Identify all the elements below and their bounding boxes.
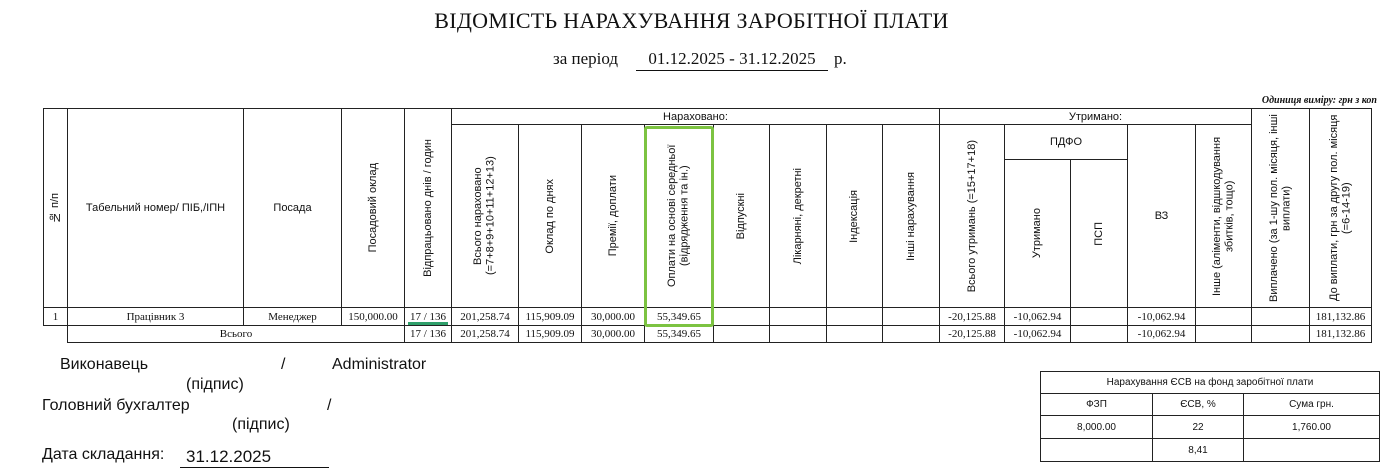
totals-bonuses: 30,000.00 bbox=[581, 325, 645, 343]
esv-header-fzp: ФЗП bbox=[1040, 393, 1153, 416]
esv-sum: 1,760.00 bbox=[1243, 415, 1380, 439]
totals-other-withheld bbox=[1195, 325, 1252, 343]
table-cell-name: Працівник 3 bbox=[67, 307, 244, 326]
totals-average-pay: 55,349.65 bbox=[644, 325, 714, 343]
header-total-withheld: Всього утримань (=15+17+18) bbox=[939, 124, 1005, 308]
totals-total-withheld: -20,125.88 bbox=[939, 325, 1005, 343]
totals-worked: 17 / 136 bbox=[404, 325, 452, 343]
table-cell-sick bbox=[769, 307, 827, 326]
table-cell-worked: 17 / 136 bbox=[404, 307, 452, 326]
header-bonuses: Премії, доплати bbox=[581, 124, 645, 308]
table-cell-to-pay: 181,132.86 bbox=[1309, 307, 1372, 326]
totals-salary-days: 115,909.09 bbox=[518, 325, 582, 343]
header-position: Посада bbox=[243, 108, 342, 308]
header-salary-days: Оклад по днях bbox=[518, 124, 582, 308]
totals-total-accrued: 201,258.74 bbox=[451, 325, 519, 343]
esv-rate: 22 bbox=[1152, 415, 1244, 439]
totals-other-accruals bbox=[882, 325, 940, 343]
totals-pdfo-withheld: -10,062.94 bbox=[1004, 325, 1071, 343]
table-cell-psp bbox=[1070, 307, 1128, 326]
table-cell-total-accrued: 201,258.74 bbox=[451, 307, 519, 326]
header-pdfo-withheld: Утримано bbox=[1004, 159, 1071, 308]
date-label: Дата складання: bbox=[42, 446, 165, 463]
esv-header-rate: ЄСВ, % bbox=[1152, 393, 1244, 416]
page-title: ВІДОМІСТЬ НАРАХУВАННЯ ЗАРОБІТНОЇ ПЛАТИ bbox=[434, 8, 949, 33]
esv-extra-value: 8,41 bbox=[1152, 438, 1244, 462]
table-cell-pdfo-withheld: -10,062.94 bbox=[1004, 307, 1071, 326]
average-pay-highlight bbox=[644, 126, 714, 327]
esv-fzp: 8,000.00 bbox=[1040, 415, 1153, 439]
chief-signature-hint: (підпис) bbox=[232, 416, 290, 433]
header-num: № п/п bbox=[43, 108, 68, 308]
totals-vacation bbox=[713, 325, 770, 343]
totals-indexation bbox=[826, 325, 883, 343]
table-cell-indexation bbox=[826, 307, 883, 326]
totals-sick bbox=[769, 325, 827, 343]
header-tab-number: Табельний номер/ ПІБ,/ІПН bbox=[67, 108, 244, 308]
chief-accountant-label: Головний бухгалтер bbox=[42, 397, 190, 414]
header-salary: Посадовий оклад bbox=[341, 108, 405, 308]
date-value: 31.12.2025 bbox=[180, 447, 329, 468]
table-cell-num: 1 bbox=[43, 307, 68, 326]
header-average-pay: Оплати на основі середньої (відрядження та ін.) bbox=[644, 124, 714, 308]
period-value: 01.12.2025 - 31.12.2025 bbox=[636, 49, 828, 71]
header-sick-leave: Лікарняні, декретні bbox=[769, 124, 827, 308]
table-cell-vz: -10,062.94 bbox=[1127, 307, 1196, 326]
table-cell-paid bbox=[1251, 307, 1310, 326]
header-vz: ВЗ bbox=[1127, 124, 1196, 308]
header-to-pay: До виплати, грн за другу пол. місяця (=6-14-19) bbox=[1309, 108, 1372, 308]
table-cell-other-accruals bbox=[882, 307, 940, 326]
totals-to-pay: 181,132.86 bbox=[1309, 325, 1372, 343]
table-cell-other-withheld bbox=[1195, 307, 1252, 326]
header-indexation: Індексація bbox=[826, 124, 883, 308]
chief-slash: / bbox=[327, 397, 332, 414]
header-vacation: Відпускні bbox=[713, 124, 770, 308]
executor-signature-hint: (підпис) bbox=[186, 376, 244, 393]
totals-psp bbox=[1070, 325, 1128, 343]
table-cell-salary-days: 115,909.09 bbox=[518, 307, 582, 326]
period-label: за період bbox=[553, 49, 619, 68]
header-other-withheld: Інше (аліменти, відшкодування збитків, тощо) bbox=[1195, 124, 1252, 308]
header-worked: Відпрацьовано днів / годин bbox=[404, 108, 452, 308]
table-cell-position: Менеджер bbox=[243, 307, 342, 326]
header-paid: Виплачено (за 1-шу пол. місяця, інші виплати) bbox=[1251, 108, 1310, 308]
period-suffix: р. bbox=[834, 49, 847, 68]
table-cell-bonuses: 30,000.00 bbox=[581, 307, 645, 326]
table-cell-total-withheld: -20,125.88 bbox=[939, 307, 1005, 326]
table-cell-average-pay: 55,349.65 bbox=[644, 307, 714, 326]
unit-note: Одиниця виміру: грн з коп bbox=[1261, 95, 1377, 106]
totals-vz: -10,062.94 bbox=[1127, 325, 1196, 343]
esv-extra-empty-2 bbox=[1243, 438, 1380, 462]
esv-extra-empty-1 bbox=[1040, 438, 1153, 462]
header-withheld-group: Утримано: bbox=[939, 108, 1252, 125]
header-pdfo: ПДФО bbox=[1004, 124, 1128, 160]
esv-header-sum: Сума грн. bbox=[1243, 393, 1380, 416]
header-psp: ПСП bbox=[1070, 159, 1128, 308]
totals-label: Всього bbox=[67, 325, 405, 343]
table-cell-vacation bbox=[713, 307, 770, 326]
executor-label: Виконавець bbox=[60, 356, 149, 373]
header-accrued-group: Нараховано: bbox=[451, 108, 940, 125]
executor-name: Administrator bbox=[332, 356, 427, 373]
totals-paid bbox=[1251, 325, 1310, 343]
esv-title: Нарахування ЄСВ на фонд заробітної плати bbox=[1040, 371, 1380, 394]
worked-underline bbox=[408, 322, 448, 325]
header-total-accrued: Всього нараховано (=7+8+9+10+11+12+13) bbox=[451, 124, 519, 308]
header-other-accruals: Інші нарахування bbox=[882, 124, 940, 308]
table-cell-salary: 150,000.00 bbox=[341, 307, 405, 326]
executor-slash: / bbox=[281, 356, 286, 373]
